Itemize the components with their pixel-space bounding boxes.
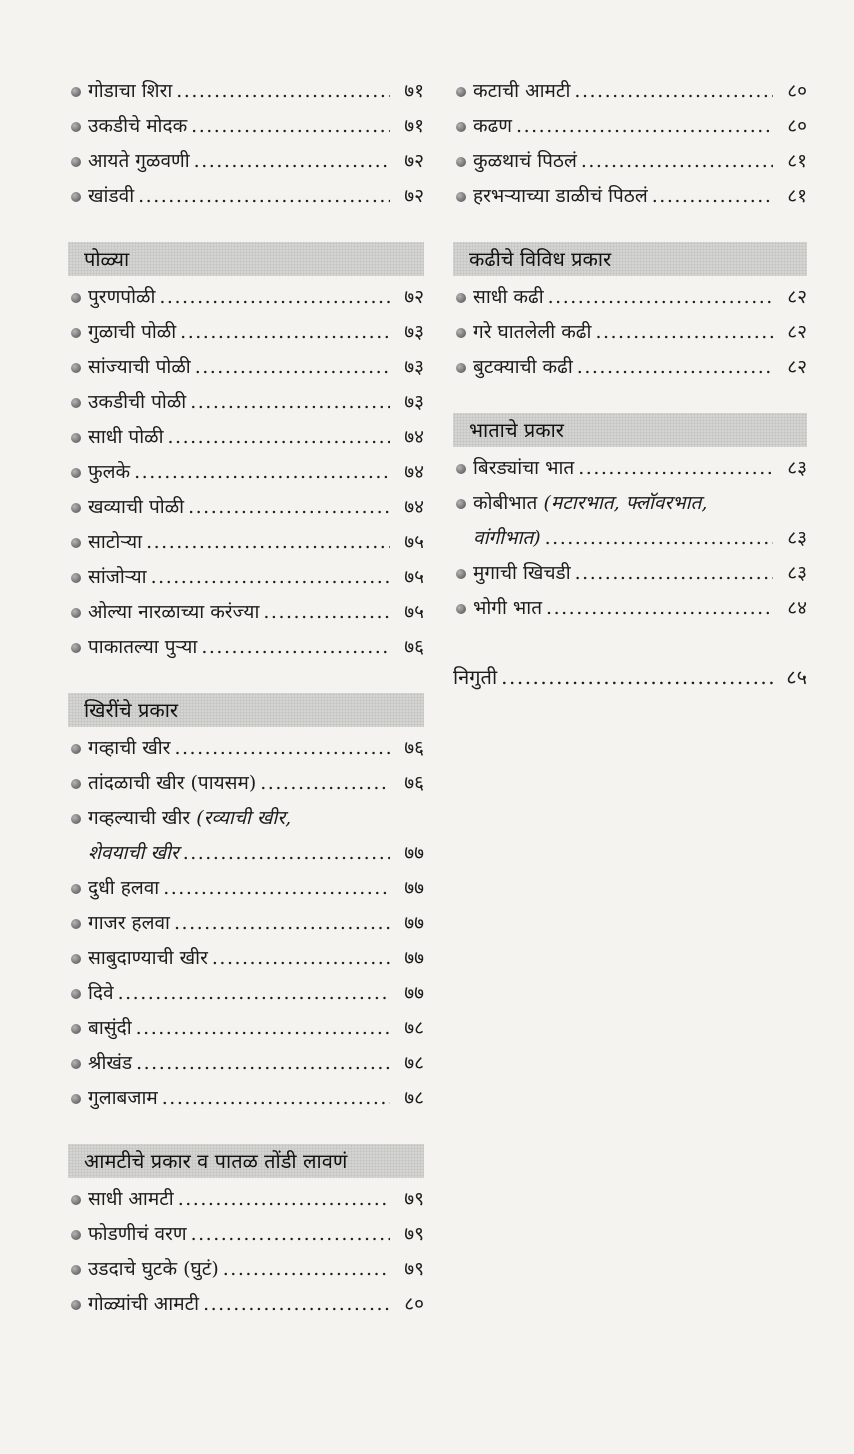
dot-leader [212,941,390,976]
entry-page: ७७ [404,842,424,864]
entry-page: ७८ [404,1087,424,1109]
dot-leader [151,560,390,595]
toc-entry[interactable] [68,455,424,490]
entry-page: ७९ [404,1223,424,1245]
dot-leader [183,836,390,871]
toc-entry[interactable] [68,906,424,941]
toc-entry[interactable] [68,766,424,801]
dot-leader [577,350,773,385]
entry-title: गोळ्यांची आमटी [88,1293,200,1315]
entry-title: सांजोऱ्या [88,566,147,588]
dot-leader [203,1287,390,1322]
entry-page: ७६ [404,636,424,658]
dot-leader [190,385,390,420]
bullet-icon [71,398,81,408]
entry-page: ७८ [404,1052,424,1074]
toc-entry[interactable] [68,280,424,315]
dot-leader [163,871,390,906]
toc-entry[interactable] [68,871,424,906]
entry-page: ७३ [404,356,424,378]
bullet-icon [71,328,81,338]
toc-entry[interactable] [453,179,807,214]
entry-page: ७१ [404,115,424,137]
toc-entry[interactable] [68,315,424,350]
toc-entry[interactable] [453,280,807,315]
entry-title: साधी पोळी [88,426,164,448]
entry-page: ८२ [787,286,807,308]
dot-leader [188,490,390,525]
entry-title: आयते गुळवणी [88,150,190,172]
entry-title: उकडीचे मोदक [88,115,188,137]
toc-entry-standalone[interactable] [453,660,807,695]
entry-title: बिरड्यांचा भात [473,457,575,479]
entry-title: गाजर हलवा [88,912,170,934]
section-heading: भाताचे प्रकार [453,413,807,447]
entry-title: गुलाबजाम [88,1087,158,1109]
entry-title: श्रीखंड [88,1052,133,1074]
bullet-icon [71,573,81,583]
toc-left-column [68,74,424,1322]
bullet-icon [71,1300,81,1310]
toc-entry[interactable] [68,560,424,595]
entry-page: ७९ [404,1188,424,1210]
dot-leader [260,766,390,801]
entry-title: हरभऱ्याच्या डाळीचं पिठलं [473,185,648,207]
bullet-icon [456,122,466,132]
entry-title: बुटक्याची कढी [473,356,573,378]
entry-page: ७९ [404,1258,424,1280]
entry-title: खव्याची पोळी [88,496,185,518]
toc-entry[interactable] [453,591,807,626]
section-heading: खिरींचे प्रकार [68,693,424,727]
entry-title: फुलके [88,461,131,483]
bullet-icon [71,1094,81,1104]
toc-entry[interactable] [68,1011,424,1046]
toc-entry[interactable] [68,179,424,214]
entry-title: कटाची आमटी [473,80,571,102]
entry-page: ७४ [404,461,424,483]
entry-title: पाकातल्या पुऱ्या [88,636,198,658]
entry-title: साटोऱ्या [88,531,143,553]
entry-page: ७५ [404,566,424,588]
bullet-icon [456,157,466,167]
bullet-icon [456,192,466,202]
toc-entry[interactable] [68,941,424,976]
dot-leader [176,74,390,109]
dot-leader [501,660,773,695]
entry-page: ७८ [404,1017,424,1039]
toc-entry[interactable] [453,486,807,556]
dot-leader [191,109,390,144]
dot-leader [574,74,773,109]
entry-page: ७२ [404,286,424,308]
toc-entry[interactable] [68,385,424,420]
toc-entry[interactable] [68,490,424,525]
entry-page: ८१ [787,185,807,207]
entry-title: उडदाचे घुटके (घुटं) [88,1258,219,1280]
entry-page: ८४ [787,597,807,619]
bullet-icon [456,464,466,474]
entry-page: ८० [404,1293,424,1315]
entry-title-note: (मटारभात, फ्लॉवरभात, [543,492,708,514]
dot-leader [136,1011,390,1046]
bullet-icon [71,1024,81,1034]
dot-leader [136,1046,390,1081]
entry-page: ८३ [787,457,807,479]
entry-page: ७६ [404,772,424,794]
entry-page: ७७ [404,877,424,899]
bullet-icon [71,608,81,618]
toc-entry[interactable] [68,420,424,455]
bullet-icon [71,989,81,999]
dot-leader [548,280,773,315]
toc-entry[interactable] [453,74,807,109]
entry-page: ८३ [787,527,807,549]
entry-title: कढण [473,115,513,137]
entry-title: साधी आमटी [88,1188,174,1210]
entry-title-note: वांगीभात) [473,527,541,549]
entry-title: कोबीभात [473,492,538,514]
dot-leader [581,144,773,179]
entry-title: तांदळाची खीर (पायसम) [88,772,257,794]
dot-leader [138,179,390,214]
entry-title: उकडीची पोळी [88,391,187,413]
bullet-icon [456,87,466,97]
entry-page: ८२ [787,321,807,343]
entry-title: गोडाचा शिरा [88,80,173,102]
dot-leader [578,451,773,486]
entry-page: ७२ [404,185,424,207]
bullet-icon [456,328,466,338]
bullet-icon [71,1195,81,1205]
entry-title: बासुंदी [88,1017,132,1039]
dot-leader [146,525,390,560]
entry-page: ७३ [404,391,424,413]
bullet-icon [71,87,81,97]
toc-entry[interactable] [68,595,424,630]
dot-leader [118,976,390,1011]
entry-title: साधी कढी [473,286,544,308]
dot-leader [162,1081,390,1116]
dot-leader [201,630,390,665]
dot-leader [174,731,390,766]
bullet-icon [71,744,81,754]
entry-title: खांडवी [88,185,135,207]
entry-page: ७६ [404,737,424,759]
dot-leader [174,906,390,941]
toc-entry[interactable] [68,1252,424,1287]
entry-page: ७३ [404,321,424,343]
bullet-icon [71,1059,81,1069]
bullet-icon [456,293,466,303]
toc-entry[interactable] [68,801,424,871]
entry-title: गव्हाची खीर [88,737,171,759]
toc-entry[interactable] [453,350,807,385]
section-heading: आमटीचे प्रकार व पातळ तोंडी लावणं [68,1144,424,1178]
entry-page: ७७ [404,912,424,934]
entry-page: ७७ [404,947,424,969]
entry-page: ८१ [787,150,807,172]
dot-leader [195,350,390,385]
dot-leader [595,315,773,350]
bullet-icon [71,503,81,513]
dot-leader [263,595,390,630]
bullet-icon [71,363,81,373]
bullet-icon [456,604,466,614]
bullet-icon [71,779,81,789]
dot-leader [545,521,773,556]
bullet-icon [71,192,81,202]
dot-leader [180,315,390,350]
bullet-icon [71,814,81,824]
entry-page: ७२ [404,150,424,172]
dot-leader [575,556,773,591]
toc-entry[interactable] [68,1182,424,1217]
entry-title: साबुदाण्याची खीर [88,947,208,969]
dot-leader [223,1252,390,1287]
entry-title: ओल्या नारळाच्या करंज्या [88,601,260,623]
section-heading: पोळ्या [68,242,424,276]
entry-title-note: शेवयाची खीर [88,842,179,864]
bullet-icon [456,363,466,373]
entry-title: मुगाची खिचडी [473,562,571,584]
bullet-icon [456,499,466,509]
entry-page: ८५ [786,665,807,689]
entry-page: ७४ [404,426,424,448]
entry-page: ७५ [404,531,424,553]
bullet-icon [456,569,466,579]
entry-page: ८० [787,80,807,102]
dot-leader [194,144,390,179]
bullet-icon [71,884,81,894]
dot-leader [191,1217,390,1252]
toc-entry[interactable] [68,1217,424,1252]
entry-page: ७४ [404,496,424,518]
entry-title: दिवे [88,982,114,1004]
entry-title: दुधी हलवा [88,877,160,899]
toc-entry[interactable] [68,525,424,560]
entry-title: फोडणीचं वरण [88,1223,187,1245]
toc-entry[interactable] [453,109,807,144]
toc-entry[interactable] [453,315,807,350]
toc-entry[interactable] [68,1287,424,1322]
dot-leader [652,179,773,214]
toc-entry[interactable] [68,74,424,109]
entry-page: ७५ [404,601,424,623]
entry-title: कुळथाचं पिठलं [473,150,577,172]
entry-title: गरे घातलेली कढी [473,321,592,343]
toc-entry[interactable] [453,144,807,179]
bullet-icon [71,919,81,929]
bullet-icon [71,468,81,478]
entry-title: पुरणपोळी [88,286,156,308]
dot-leader [516,109,773,144]
toc-entry[interactable] [68,976,424,1011]
toc-entry[interactable] [68,350,424,385]
entry-page: ८२ [787,356,807,378]
entry-title: भोगी भात [473,597,543,619]
dot-leader [134,455,390,490]
toc-entry[interactable] [453,451,807,486]
toc-entry[interactable] [68,630,424,665]
toc-entry[interactable] [68,1046,424,1081]
toc-entry[interactable] [68,731,424,766]
entry-title: गव्हल्याची खीर [88,807,191,829]
bullet-icon [71,293,81,303]
dot-leader [168,420,391,455]
section-heading: कढीचे विविध प्रकार [453,242,807,276]
bullet-icon [71,122,81,132]
entry-page: ८३ [787,562,807,584]
dot-leader [159,280,390,315]
toc-entry[interactable] [68,1081,424,1116]
entry-title: सांज्याची पोळी [88,356,191,378]
entry-page: ७१ [404,80,424,102]
bullet-icon [71,433,81,443]
entry-page: ७७ [404,982,424,1004]
toc-right-column [453,74,807,695]
bullet-icon [71,538,81,548]
entry-page: ८० [787,115,807,137]
toc-entry[interactable] [68,144,424,179]
bullet-icon [71,954,81,964]
entry-title: गुळाची पोळी [88,321,177,343]
bullet-icon [71,643,81,653]
toc-entry[interactable] [68,109,424,144]
entry-title: निगुती [453,665,498,689]
dot-leader [546,591,773,626]
bullet-icon [71,1230,81,1240]
entry-title-note: (रव्याची खीर, [196,807,292,829]
bullet-icon [71,157,81,167]
toc-entry[interactable] [453,556,807,591]
dot-leader [178,1182,390,1217]
bullet-icon [71,1265,81,1275]
